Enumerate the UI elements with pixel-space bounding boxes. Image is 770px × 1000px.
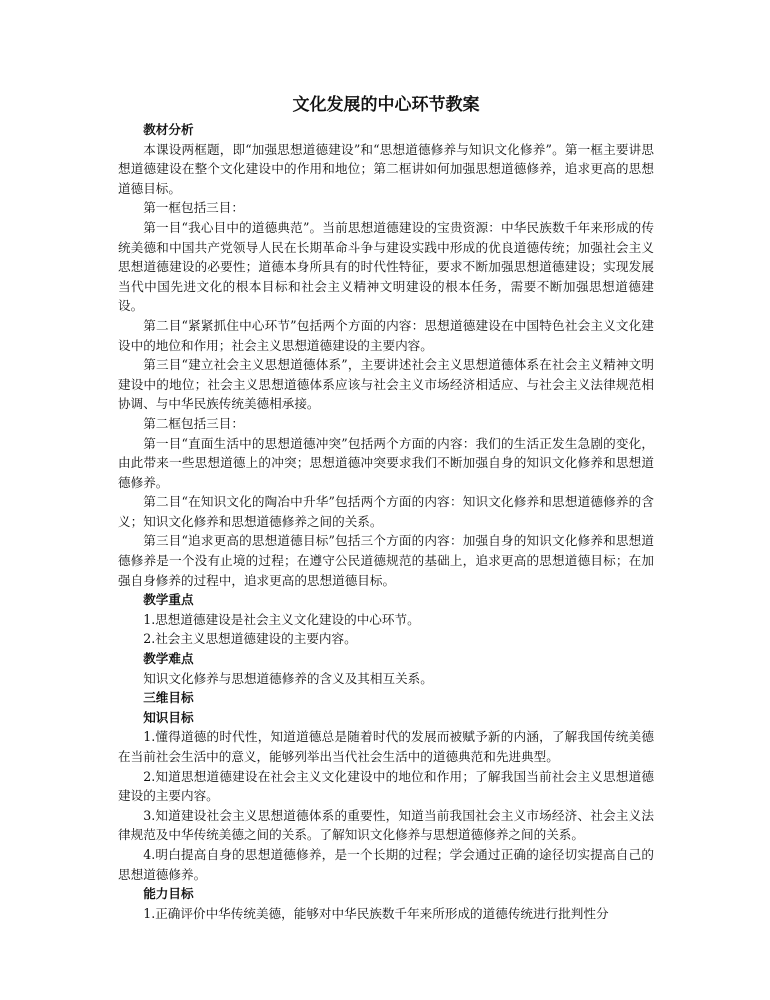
paragraph: 第三目“建立社会主义思想道德体系”，主要讲述社会主义思想道德体系在社会主义精神文明建设中的地位；社会主义思想道德体系应该与社会主义市场经济相适应、与社会主义法律规范相协调、与中华民族传统美德相承接。 <box>118 357 654 412</box>
paragraph: 1.懂得道德的时代性，知道道德总是随着时代的发展而被赋予新的内涵，了解我国传统美德在当前社会生活中的意义，能够列举出当代社会生活中的道德典范和先进典型。 <box>118 729 654 764</box>
paragraph: 第二目“紧紧抓住中心环节”包括两个方面的内容：思想道德建设在中国特色社会主义文化建设中的地位和作用；社会主义思想道德建设的主要内容。 <box>118 317 654 353</box>
paragraph: 第二框包括三目： <box>143 415 244 431</box>
paragraph: 第一目“我心目中的道德典范”。当前思想道德建设的宝贵资源：中华民族数千年来形成的传统美德和中国共产党领导人民在长期革命斗争与建设实践中形成的优良道德传统；加强社会主义思想道德建设的必要性；道德本身所具有的时代性特征，要求不断加强思想道德建设；实现发展当代中国先进文化的根本目标和社会主义精神文明建设的根本任务，需要不断加强思想道德建设。 <box>118 219 654 314</box>
paragraph: 本课设两框题，即“加强思想道德建设”和“思想道德修养与知识文化修养”。第一框主要讲思想道德建设在整个文化建设中的作用和地位；第二框讲如何加强思想道德修养，追求更高的思想道德目标。 <box>118 141 654 196</box>
section-heading: 教材分析 <box>143 122 194 137</box>
paragraph: 2.知道思想道德建设在社会主义文化建设中的地位和作用；了解我国当前社会主义思想道德建设的主要内容。 <box>118 768 654 804</box>
paragraph: 4.明白提高自身的思想道德修养，是一个长期的过程；学会通过正确的途径切实提高自己的思想道德修养。 <box>118 846 654 882</box>
section-heading: 教学难点 <box>143 651 194 667</box>
document-body <box>118 92 654 923</box>
paragraph: 1.正确评价中华传统美德，能够对中华民族数千年来所形成的道德传统进行批判性分 <box>143 905 609 921</box>
paragraph: 知识文化修养与思想道德修养的含义及其相互关系。 <box>143 670 433 686</box>
paragraph: 第一目“直面生活中的思想道德冲突”包括两个方面的内容：我们的生活正发生急剧的变化，由此带来一些思想道德上的冲突；思想道德冲突要求我们不断加强自身的知识文化修养和思想道德修养。 <box>118 435 654 490</box>
paragraph: 第三目“追求更高的思想道德目标”包括三个方面的内容：加强自身的知识文化修养和思想道德修养是一个没有止境的过程；在遵守公民道德规范的基础上，追求更高的思想道德目标；在加强自身修养的过程中，追求更高的思想道德目标。 <box>118 533 654 588</box>
paragraph: 3.知道建设社会主义思想道德体系的重要性，知道当前我国社会主义市场经济、社会主义法律规范及中华传统美德之间的关系。了解知识文化修养与思想道德修养之间的关系。 <box>118 807 654 843</box>
document-title: 文化发展的中心环节教案 <box>292 95 480 115</box>
paragraph: 1.思想道德建设是社会主义文化建设的中心环节。 <box>143 611 420 627</box>
paragraph: 第一框包括三目： <box>143 200 244 216</box>
section-heading: 三维目标 <box>143 690 194 706</box>
paragraph: 2.社会主义思想道德建设的主要内容。 <box>143 631 357 647</box>
document-blocks <box>118 120 654 923</box>
section-heading: 能力目标 <box>143 886 194 902</box>
section-heading: 教学重点 <box>143 592 194 608</box>
section-heading: 知识目标 <box>143 709 194 725</box>
paragraph: 第二目“在知识文化的陶冶中升华”包括两个方面的内容：知识文化修养和思想道德修养的含义；知识文化修养和思想道德修养之间的关系。 <box>118 494 654 529</box>
